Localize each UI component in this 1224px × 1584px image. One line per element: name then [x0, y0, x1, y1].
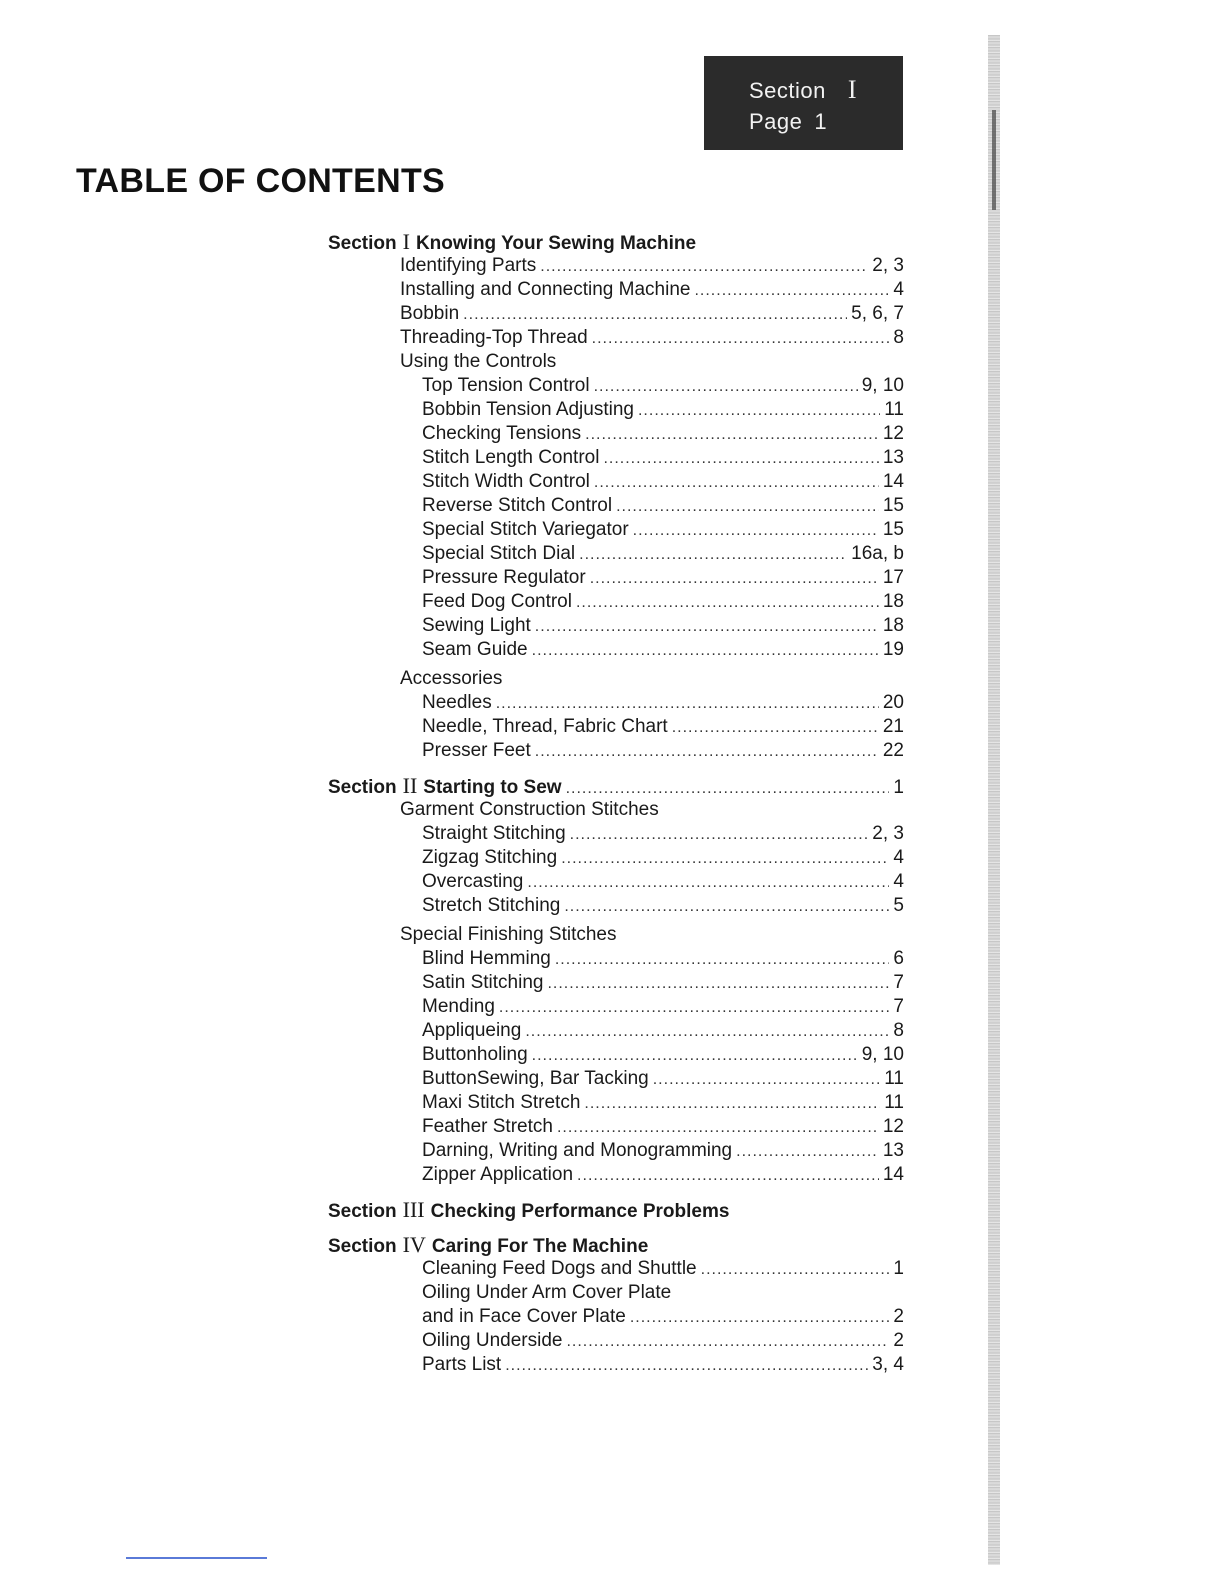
dot-leader: [532, 639, 879, 663]
toc-entry: [328, 691, 904, 715]
toc-entry: [328, 739, 904, 763]
toc-entry-page: 2: [893, 1306, 904, 1327]
dot-leader: [535, 615, 879, 639]
toc-subheader: Special Finishing Stitches: [400, 924, 617, 945]
dot-leader: [672, 716, 879, 740]
toc-subheader: Accessories: [400, 668, 503, 689]
toc-entry: [328, 870, 904, 894]
toc-entry: [328, 1019, 904, 1043]
dot-leader: [594, 375, 858, 399]
toc-entry-page: 19: [882, 639, 904, 660]
toc-entry-label: Special Stitch Variegator: [422, 519, 629, 540]
toc-entry: [328, 1163, 904, 1187]
dot-leader: [547, 972, 889, 996]
page-title: TABLE OF CONTENTS: [76, 162, 446, 200]
toc-entry-label: Special Stitch Dial: [422, 543, 576, 564]
toc-entry: [328, 947, 904, 971]
toc-entry-page: 4: [893, 279, 904, 300]
toc-entry-page: 7: [893, 972, 904, 993]
toc-entry-label: Zipper Application: [422, 1164, 574, 1185]
toc-entry-page: 11: [884, 399, 904, 420]
toc-entry: [328, 1043, 904, 1067]
toc-entry-label: Buttonholing: [422, 1044, 528, 1065]
toc-entry: [328, 518, 904, 542]
toc-entry-label: Mending: [422, 996, 495, 1017]
toc-entry: [328, 614, 904, 638]
section-label: Section: [328, 1236, 397, 1257]
dot-leader: [505, 1354, 868, 1378]
toc-entry: [328, 995, 904, 1019]
dot-leader: [577, 1164, 879, 1188]
toc-entry-label: Top Tension Control: [422, 375, 590, 396]
toc-entry-page: 14: [882, 1164, 904, 1185]
toc-entry-label: Stretch Stitching: [422, 895, 561, 916]
toc-entry-label: Overcasting: [422, 871, 524, 892]
toc-entry-page: 2, 3: [872, 255, 904, 276]
section-label: Section: [328, 777, 397, 798]
toc-entry: [328, 1115, 904, 1139]
section-heading: [328, 229, 904, 254]
toc-entry-label: Feather Stretch: [422, 1116, 553, 1137]
table-of-contents: [328, 229, 904, 1377]
scan-underline-mark: [126, 1557, 267, 1559]
toc-entry-label: Pressure Regulator: [422, 567, 586, 588]
section-heading: [328, 1232, 904, 1257]
section-heading: [328, 1197, 904, 1222]
dot-leader: [535, 740, 879, 764]
dot-leader: [496, 692, 879, 716]
badge-section-number: I: [847, 75, 858, 104]
toc-entry-page: 13: [882, 447, 904, 468]
toc-entry-page: 7: [893, 996, 904, 1017]
toc-entry-page: 8: [893, 327, 904, 348]
dot-leader: [499, 996, 890, 1020]
section-label: Section: [328, 1201, 397, 1222]
toc-entry-label: Feed Dog Control: [422, 591, 572, 612]
toc-entry: [328, 1329, 904, 1353]
dot-leader: [590, 567, 879, 591]
toc-entry: [328, 446, 904, 470]
toc-entry: [328, 638, 904, 662]
dot-leader: [557, 1116, 879, 1140]
toc-entry-page: 17: [882, 567, 904, 588]
toc-entry-page: 1: [893, 1258, 904, 1279]
toc-entry: [328, 374, 904, 398]
toc-entry: [328, 398, 904, 422]
toc-entry: [328, 542, 904, 566]
section-page-badge: [704, 56, 903, 150]
toc-entry-page: 2: [893, 1330, 904, 1351]
toc-entry-label: Zigzag Stitching: [422, 847, 558, 868]
dot-leader: [570, 823, 869, 847]
dot-leader: [576, 591, 879, 615]
dot-leader: [561, 847, 889, 871]
toc-entry-page: 21: [882, 716, 904, 737]
dot-leader: [653, 1068, 881, 1092]
section-page: 1: [893, 777, 904, 798]
toc-entry: [328, 422, 904, 446]
toc-entry-page: 5, 6, 7: [851, 303, 904, 324]
toc-entry-label: Bobbin: [400, 303, 460, 324]
toc-entry-page: 14: [882, 471, 904, 492]
toc-entry-label: Stitch Width Control: [422, 471, 590, 492]
toc-entry-label: Parts List: [422, 1354, 502, 1375]
toc-entry: [328, 1139, 904, 1163]
binding-edge: [988, 35, 1000, 1565]
toc-entry: [328, 1353, 904, 1377]
toc-entry-label: and in Face Cover Plate: [422, 1306, 626, 1327]
section-number: II: [402, 773, 418, 798]
toc-entry: [328, 1257, 904, 1281]
section-heading: [328, 773, 904, 798]
toc-entry: [328, 302, 904, 326]
toc-entry-page: 13: [882, 1140, 904, 1161]
dot-leader: [603, 447, 878, 471]
dot-leader: [736, 1140, 879, 1164]
dot-leader: [592, 327, 890, 351]
toc-entry-page: 12: [882, 423, 904, 444]
dot-leader: [701, 1258, 890, 1282]
toc-entry-page: 22: [882, 740, 904, 761]
toc-entry-page: 2, 3: [872, 823, 904, 844]
toc-entry-label: Installing and Connecting Machine: [400, 279, 691, 300]
toc-entry-page: 16a, b: [851, 543, 904, 564]
toc-entry: [328, 846, 904, 870]
toc-entry-page: 15: [882, 495, 904, 516]
toc-entry-page: 6: [893, 948, 904, 969]
toc-entry-label: Darning, Writing and Monogramming: [422, 1140, 733, 1161]
section-number: I: [402, 229, 410, 254]
toc-entry: [328, 470, 904, 494]
toc-entry: [328, 278, 904, 302]
toc-entry-page: 15: [882, 519, 904, 540]
section-number: III: [402, 1197, 425, 1222]
section-title: Starting to Sew: [423, 777, 562, 798]
toc-entry-label: Satin Stitching: [422, 972, 544, 993]
toc-entry-page: 20: [882, 692, 904, 713]
toc-entry-page: 18: [882, 615, 904, 636]
dot-leader: [463, 303, 847, 327]
dot-leader: [633, 519, 879, 543]
toc-entry: [328, 590, 904, 614]
toc-entry-label: Maxi Stitch Stretch: [422, 1092, 581, 1113]
toc-entry: [328, 1067, 904, 1091]
toc-entry: [328, 715, 904, 739]
dot-leader: [638, 399, 880, 423]
dot-leader: [630, 1306, 890, 1330]
toc-entry: [328, 494, 904, 518]
toc-entry: [328, 971, 904, 995]
dot-leader: [694, 279, 889, 303]
toc-entry-label: Identifying Parts: [400, 255, 537, 276]
toc-entry-label: Sewing Light: [422, 615, 531, 636]
toc-entry-label: Checking Tensions: [422, 423, 582, 444]
toc-entry-label: Seam Guide: [422, 639, 528, 660]
section-title: Checking Performance Problems: [430, 1201, 730, 1222]
toc-entry-label: Oiling Underside: [422, 1330, 563, 1351]
dot-leader: [585, 423, 879, 447]
toc-entry-label: Blind Hemming: [422, 948, 551, 969]
toc-entry-page: 3, 4: [872, 1354, 904, 1375]
dot-leader: [579, 543, 847, 567]
toc-entry-page: 9, 10: [861, 375, 904, 396]
binding-edge-shadow: [992, 110, 996, 210]
toc-entry-page: 4: [893, 847, 904, 868]
toc-entry-page: 11: [884, 1092, 904, 1113]
toc-entry-label: Presser Feet: [422, 740, 531, 761]
toc-entry: [328, 1305, 904, 1329]
toc-entry: [328, 326, 904, 350]
section-title: Knowing Your Sewing Machine: [415, 233, 697, 254]
toc-entry-page: 18: [882, 591, 904, 612]
toc-entry-label: Bobbin Tension Adjusting: [422, 399, 634, 420]
toc-entry: [328, 254, 904, 278]
dot-leader: [616, 495, 879, 519]
toc-entry: [328, 1091, 904, 1115]
dot-leader: [594, 471, 879, 495]
toc-subheader: Using the Controls: [400, 351, 557, 372]
toc-entry-label: ButtonSewing, Bar Tacking: [422, 1068, 649, 1089]
section-title: Caring For The Machine: [431, 1236, 649, 1257]
dot-leader: [525, 1020, 889, 1044]
toc-entry-label: Threading-Top Thread: [400, 327, 588, 348]
badge-page-number: 1: [814, 109, 828, 134]
dot-leader: [584, 1092, 880, 1116]
section-number: IV: [402, 1232, 426, 1257]
toc-entry: [328, 566, 904, 590]
dot-leader: [564, 895, 889, 919]
dot-leader: [532, 1044, 858, 1068]
dot-leader: [540, 255, 868, 279]
toc-entry-page: 9, 10: [861, 1044, 904, 1065]
toc-entry-page: 5: [893, 895, 904, 916]
toc-entry: [328, 822, 904, 846]
toc-entry-label: Appliqueing: [422, 1020, 522, 1041]
toc-subheader: Oiling Under Arm Cover Plate: [422, 1282, 672, 1303]
dot-leader: [566, 1330, 889, 1354]
toc-entry-label: Needle, Thread, Fabric Chart: [422, 716, 668, 737]
dot-leader: [527, 871, 889, 895]
toc-entry-label: Reverse Stitch Control: [422, 495, 613, 516]
toc-entry-label: Cleaning Feed Dogs and Shuttle: [422, 1258, 697, 1279]
badge-section-word: Section: [749, 78, 826, 103]
section-label: Section: [328, 233, 397, 254]
toc-entry-page: 4: [893, 871, 904, 892]
toc-entry-page: 8: [893, 1020, 904, 1041]
toc-entry-label: Straight Stitching: [422, 823, 566, 844]
toc-entry: [328, 894, 904, 918]
toc-entry-page: 12: [882, 1116, 904, 1137]
toc-entry-label: Needles: [422, 692, 492, 713]
toc-subheader: Garment Construction Stitches: [400, 799, 659, 820]
badge-page-word: Page: [749, 109, 803, 134]
dot-leader: [555, 948, 890, 972]
toc-entry-label: Stitch Length Control: [422, 447, 600, 468]
toc-entry-page: 11: [884, 1068, 904, 1089]
